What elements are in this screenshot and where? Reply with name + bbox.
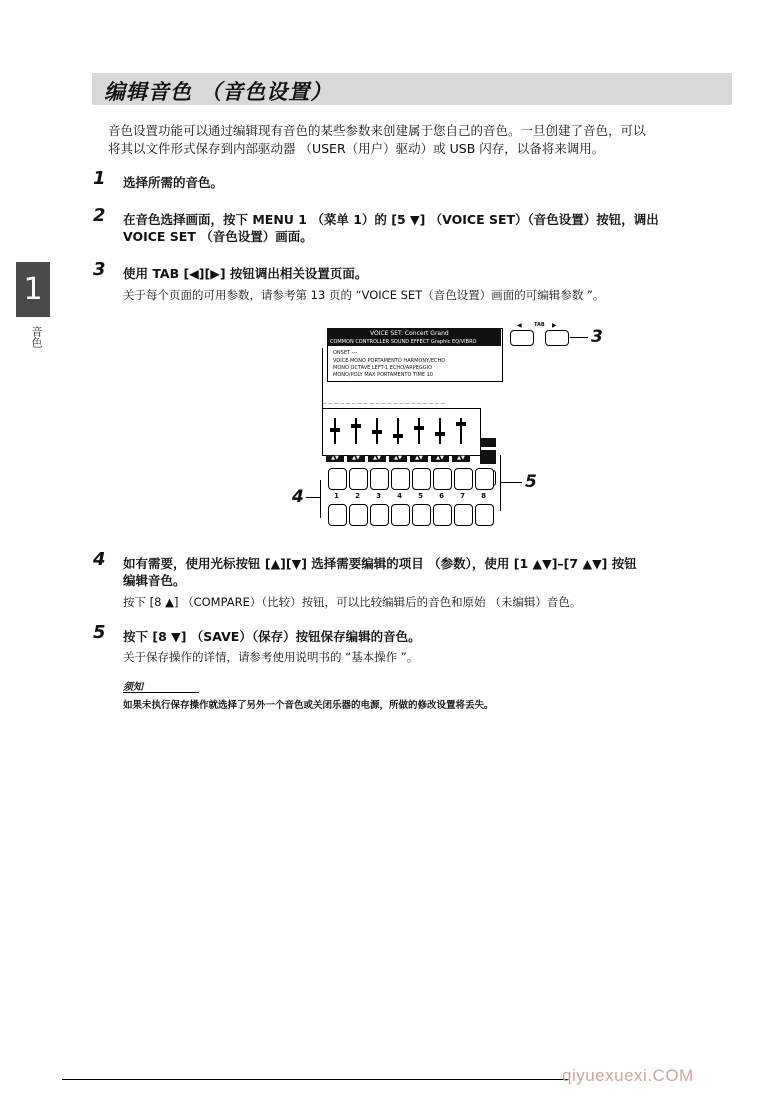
arrow-button-2[interactable]: ▲▼ <box>347 455 365 462</box>
button-6-down[interactable] <box>433 504 452 526</box>
step-4-line-2: 编辑音色。 <box>123 573 186 588</box>
callout-5: 5 <box>525 472 537 492</box>
button-number-4: 4 <box>397 492 402 500</box>
step-1-line-1: 选择所需的音色。 <box>123 175 224 190</box>
button-1-up[interactable] <box>328 468 347 490</box>
tab-left-button[interactable] <box>510 330 534 346</box>
button-5-down[interactable] <box>412 504 431 526</box>
arrow-button-3[interactable]: ▲▼ <box>368 455 386 462</box>
button-4-down[interactable] <box>391 504 410 526</box>
button-2-up[interactable] <box>349 468 368 490</box>
button-5-up[interactable] <box>412 468 431 490</box>
arrow-button-1[interactable]: ▲▼ <box>326 455 344 462</box>
button-8-up[interactable] <box>475 468 494 490</box>
button-2-down[interactable] <box>349 504 368 526</box>
tab-label: TAB <box>534 322 545 328</box>
panel-edge <box>322 348 323 408</box>
arrow-button-6[interactable]: ▲▼ <box>431 455 449 462</box>
tab-right-symbol: ▶ <box>552 322 557 329</box>
note-rule <box>123 692 199 693</box>
slider-5 <box>411 414 427 444</box>
callout-bracket <box>500 455 501 511</box>
callout-bracket <box>320 480 321 518</box>
lcd-row: VOICE MONO PORTAMENTO HARMONY/ECHO <box>333 358 446 364</box>
button-7-up[interactable] <box>454 468 473 490</box>
step-5-number: 5 <box>93 622 106 643</box>
lcd-title: VOICE SET: Concert Grand <box>370 330 449 337</box>
button-number-6: 6 <box>439 492 444 500</box>
callout-leader <box>500 482 522 483</box>
intro-line-1: 音色设置功能可以通过编辑现有音色的某些参数来创建属于您自己的音色。一旦创建了音色，可以 <box>108 123 646 138</box>
button-4-up[interactable] <box>391 468 410 490</box>
lcd-tabs: COMMON CONTROLLER SOUND EFFECT Graphic EQ/VIBRO <box>330 339 477 345</box>
step-2-number: 2 <box>93 205 106 226</box>
step-2-text <box>123 211 723 245</box>
step-5-text <box>123 628 723 645</box>
button-number-8: 8 <box>481 492 486 500</box>
step-2-line-1: 在音色选择画面，按下 MENU 1 （菜单 1）的 [5 ▼] （VOICE SET）（音色设置）按钮，调出 <box>123 212 659 227</box>
note-heading: 须知 <box>123 682 143 693</box>
button-number-5: 5 <box>418 492 423 500</box>
step-4-number: 4 <box>93 549 106 570</box>
button-7-down[interactable] <box>454 504 473 526</box>
step-3-number: 3 <box>93 259 106 280</box>
slider-7 <box>453 414 469 444</box>
step-3-text <box>123 265 723 282</box>
step-1-text <box>123 174 723 191</box>
callout-3: 3 <box>591 327 603 347</box>
button-3-down[interactable] <box>370 504 389 526</box>
button-number-1: 1 <box>334 492 339 500</box>
step-5-sub: 关于保存操作的详情，请参考使用说明书的 “基本操作 ”。 <box>123 650 419 664</box>
button-6-up[interactable] <box>433 468 452 490</box>
button-number-2: 2 <box>355 492 360 500</box>
watermark: qiyuexuexi.COM <box>562 1066 694 1085</box>
slider-1 <box>327 414 343 444</box>
lcd-row: MONO OCTAVE LEFT-1 ECHO/ARPEGGIO <box>333 365 433 371</box>
arrow-button-7[interactable]: ▲▼ <box>452 455 470 462</box>
tab-right-button[interactable] <box>545 330 569 346</box>
arrow-button-5[interactable]: ▲▼ <box>410 455 428 462</box>
compare-indicator <box>480 438 496 447</box>
controller-header: — — — — — — — — — — — — — — — — — — — — — <box>322 402 446 407</box>
step-2-line-2: VOICE SET （音色设置）画面。 <box>123 229 313 244</box>
tab-left-symbol: ◀ <box>517 322 522 329</box>
step-1-number: 1 <box>93 168 106 189</box>
slider-3 <box>369 414 385 444</box>
chapter-label: 音色 <box>30 326 43 348</box>
intro-line-2: 将其以文件形式保存到内部驱动器 （USER（用户）驱动）或 USB 闪存，以备将来调用。 <box>108 141 605 156</box>
step-3-line-1: 使用 TAB [◀][▶] 按钮调出相关设置页面。 <box>123 266 368 281</box>
page-title: 编辑音色 （音色设置） <box>104 80 333 104</box>
chapter-tab: 1 <box>16 262 50 317</box>
step-4-line-1: 如有需要，使用光标按钮 [▲][▼] 选择需要编辑的项目 （参数），使用 [1 ▲▼]–[7 ▲▼] 按钮 <box>123 556 637 571</box>
note-text: 如果未执行保存操作就选择了另外一个音色或关闭乐器的电源，所做的修改设置将丢失。 <box>123 700 494 711</box>
intro-paragraph <box>108 122 728 158</box>
lcd-row: MONO/POLY MAX PORTAMENTO TIME 10 <box>333 372 433 378</box>
callout-leader <box>570 337 588 338</box>
arrow-button-4[interactable]: ▲▼ <box>389 455 407 462</box>
slider-4 <box>390 414 406 444</box>
callout-4: 4 <box>292 487 304 507</box>
step-4-text <box>123 555 723 589</box>
slider-2 <box>348 414 364 444</box>
lcd-row: ONSET --- <box>333 350 358 356</box>
slider-6 <box>432 414 448 444</box>
footer-rule <box>62 1079 570 1080</box>
step-4-sub: 按下 [8 ▲] （COMPARE）（比较）按钮，可以比较编辑后的音色和原始 （未编辑）音色。 <box>123 595 582 609</box>
callout-leader <box>306 497 320 498</box>
button-3-up[interactable] <box>370 468 389 490</box>
button-1-down[interactable] <box>328 504 347 526</box>
save-indicator <box>480 450 496 464</box>
step-5-line-1: 按下 [8 ▼] （SAVE）（保存）按钮保存编辑的音色。 <box>123 629 421 644</box>
step-3-sub: 关于每个页面的可用参数，请参考第 13 页的 “VOICE SET（音色设置）画面的可编辑参数 ”。 <box>123 288 605 302</box>
button-number-7: 7 <box>460 492 465 500</box>
button-number-3: 3 <box>376 492 381 500</box>
button-8-down[interactable] <box>475 504 494 526</box>
